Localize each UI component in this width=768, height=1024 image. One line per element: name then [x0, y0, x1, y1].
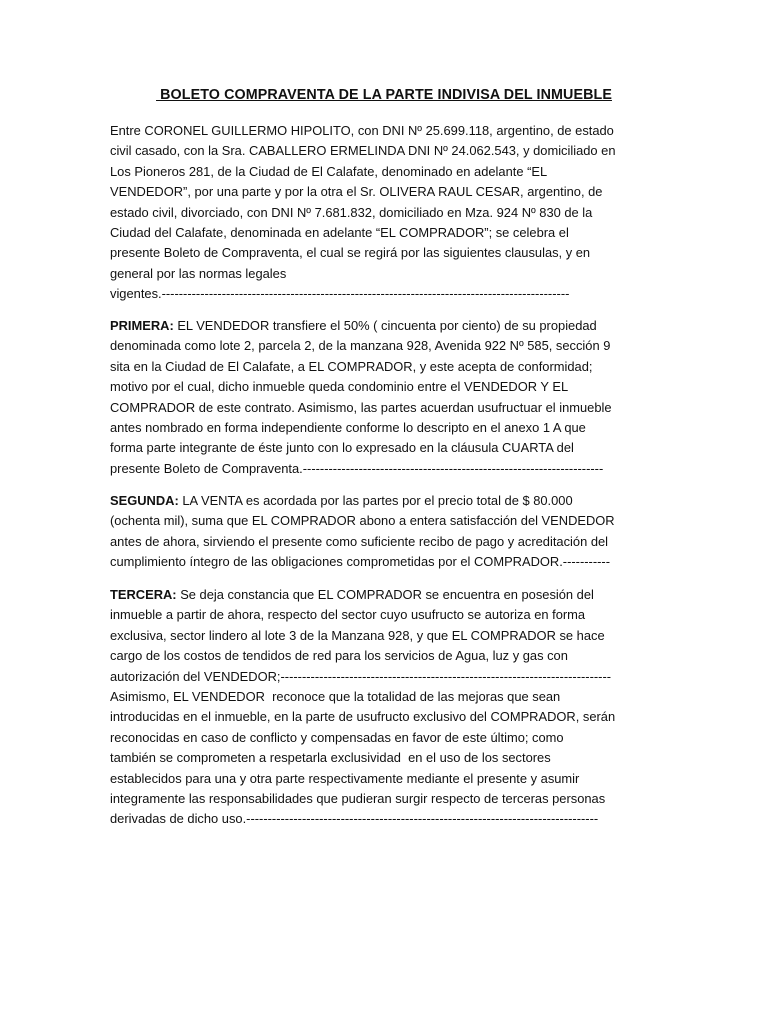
line-text: EL VENDEDOR transfiere el 50% ( cincuenta por ciento) de su propiedad: [173, 318, 597, 333]
paragraph-line: antes nombrado en forma independiente conforme lo descripto en el anexo 1 A que: [110, 419, 586, 435]
paragraph-line: presente Boleto de Compraventa.----------------------------------------------------------------------: [110, 460, 604, 476]
clause-tercera: [110, 585, 670, 830]
paragraph-line: civil casado, con la Sra. CABALLERO ERMELINDA DNI Nº 24.062.543, y domiciliado en: [110, 143, 616, 159]
paragraph-line: reconocidas en caso de conflicto y compensadas en favor de este último; como: [110, 729, 564, 745]
paragraph-line: exclusiva, sector lindero al lote 3 de la Manzana 928, y que EL COMPRADOR se hace: [110, 627, 605, 643]
paragraph-line: cargo de los costos de tendidos de red para los servicios de Agua, luz y gas con: [110, 648, 568, 664]
paragraph-line: Ciudad del Calafate, denominada en adelante “EL COMPRADOR”; se celebra el: [110, 224, 569, 240]
paragraph-intro: [110, 121, 670, 305]
paragraph-line: presente Boleto de Compraventa, el cual se regirá por las siguientes clausulas, y en: [110, 245, 591, 261]
line-text: Se deja constancia que EL COMPRADOR se encuentra en posesión del: [176, 587, 594, 602]
paragraph-line: integramente las responsabilidades que pudieran surgir respecto de terceras personas: [110, 790, 606, 806]
paragraph-line: autorización del VENDEDOR;-----------------------------------------------------------------------------: [110, 668, 612, 684]
paragraph-line: vigentes.-----------------------------------------------------------------------------------------------: [110, 286, 570, 302]
paragraph-line: sita en la Ciudad de El Calafate, a EL COMPRADOR, y este acepta de conformidad;: [110, 358, 593, 374]
paragraph-line: también se comprometen a respetarla exclusividad en el uso de los sectores: [110, 750, 551, 766]
paragraph-line: introducidas en el inmueble, en la parte de usufructo exclusivo del COMPRADOR, serán: [110, 709, 616, 725]
clause-primera: [110, 316, 670, 479]
clause-segunda: [110, 491, 670, 573]
paragraph-line: (ochenta mil), suma que EL COMPRADOR abono a entera satisfacción del VENDEDOR: [110, 513, 615, 529]
clause-label: SEGUNDA:: [110, 493, 179, 508]
paragraph-line: Entre CORONEL GUILLERMO HIPOLITO, con DNI Nº 25.699.118, argentino, de estado: [110, 123, 614, 138]
paragraph-line: motivo por el cual, dicho inmueble queda condominio entre el VENDEDOR Y EL: [110, 379, 569, 395]
paragraph-line: [110, 585, 670, 605]
paragraph-line: Los Pioneros 281, de la Ciudad de El Calafate, denominado en adelante “EL: [110, 163, 548, 179]
paragraph-line: establecidos para una y otra parte respectivamente mediante el presente y asumir: [110, 770, 580, 786]
paragraph-line: derivadas de dicho uso.----------------------------------------------------------------------------------: [110, 811, 599, 827]
paragraph-line: antes de ahora, sirviendo el presente como suficiente recibo de pago y acreditación del: [110, 533, 609, 549]
paragraph-line: general por las normas legales: [110, 265, 287, 281]
paragraph-line: COMPRADOR de este contrato. Asimismo, las partes acuerdan usufructuar el inmueble: [110, 399, 612, 415]
clause-label: TERCERA:: [110, 587, 177, 602]
paragraph-line: inmueble a partir de ahora, respecto del sector cuyo usufructo se autoriza en forma: [110, 607, 586, 623]
paragraph-line: [110, 316, 670, 336]
paragraph-line: Asimismo, EL VENDEDOR reconoce que la totalidad de las mejoras que sean: [110, 688, 561, 704]
document-title: BOLETO COMPRAVENTA DE LA PARTE INDIVISA DEL INMUEBLE: [156, 87, 612, 103]
paragraph-line: denominada como lote 2, parcela 2, de la manzana 928, Avenida 922 Nº 585, sección 9: [110, 338, 611, 354]
paragraph-line: [110, 491, 670, 511]
paragraph-line: forma parte integrante de éste junto con lo expresado en la cláusula CUARTA del: [110, 440, 574, 456]
clause-label: PRIMERA:: [110, 318, 174, 333]
paragraph-line: VENDEDOR”, por una parte y por la otra el Sr. OLIVERA RAUL CESAR, argentino, de: [110, 184, 603, 200]
paragraph-line: cumplimiento íntegro de las obligaciones comprometidas por el COMPRADOR.-----------: [110, 554, 611, 570]
paragraph-line: estado civil, divorciado, con DNI Nº 7.681.832, domiciliado en Mza. 924 Nº 830 de la: [110, 204, 593, 220]
line-text: LA VENTA es acordada por las partes por el precio total de $ 80.000: [178, 493, 573, 508]
